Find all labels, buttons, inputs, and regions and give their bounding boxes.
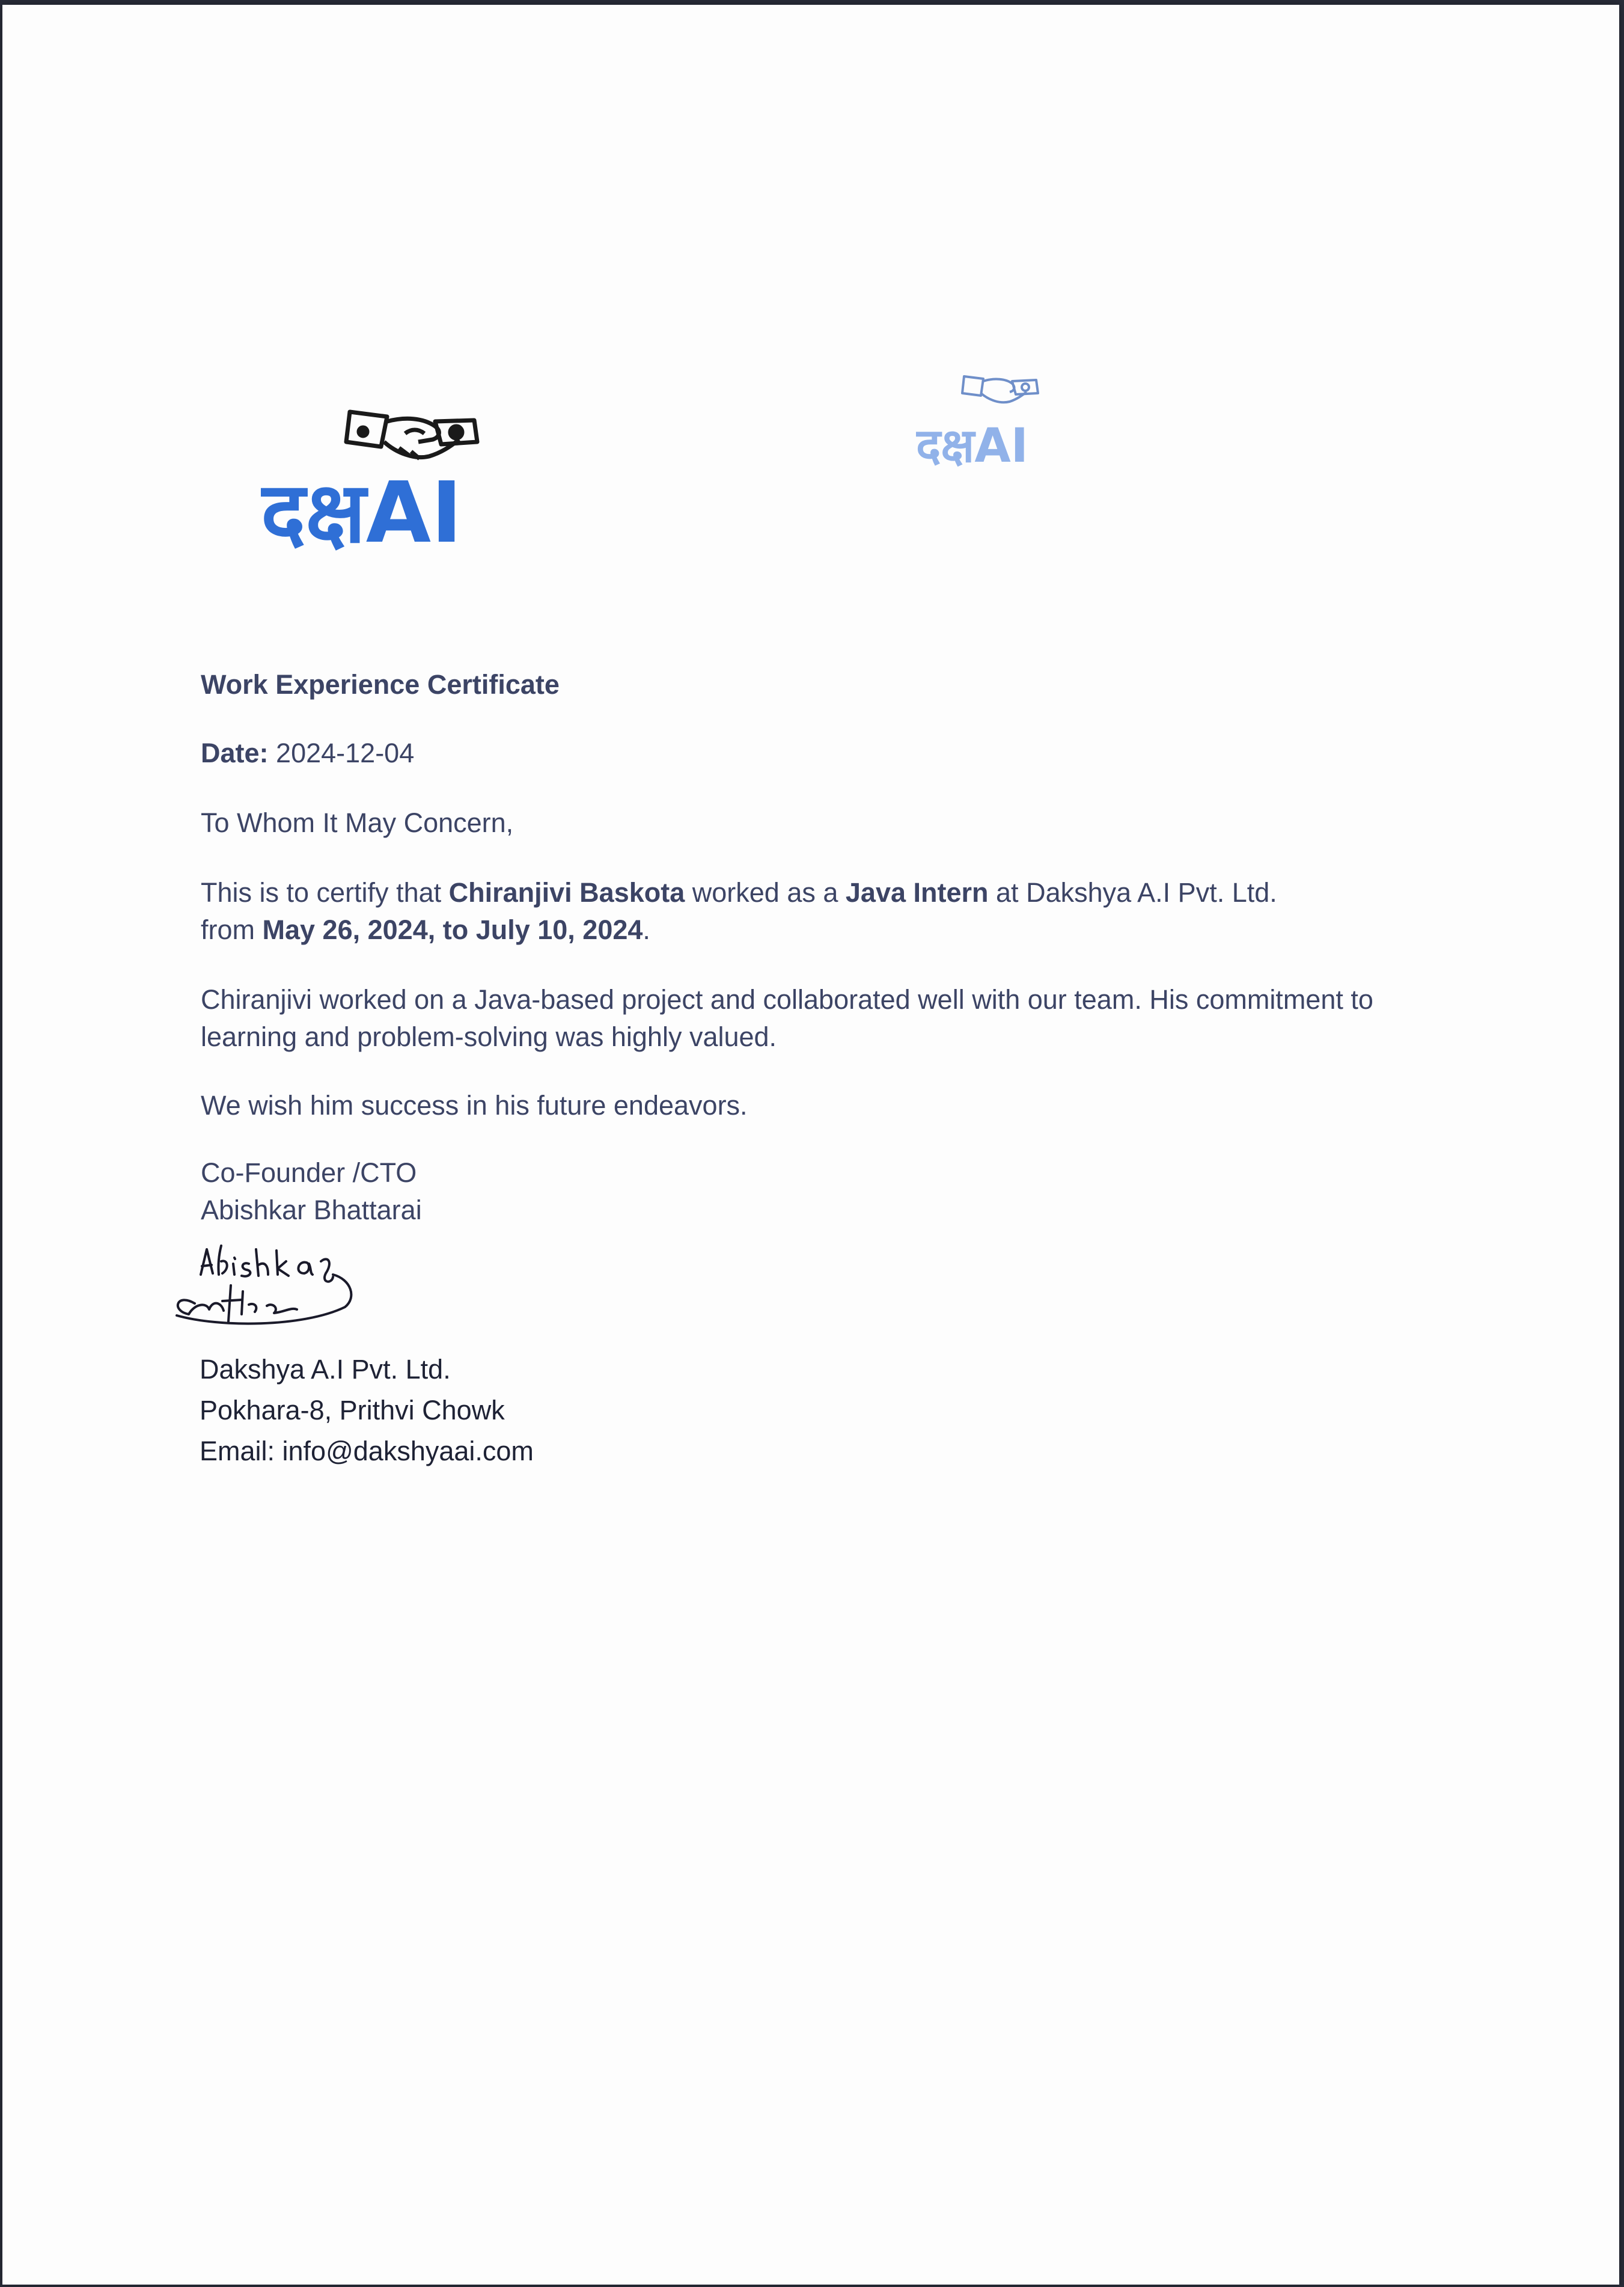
handshake-robot-icon: [962, 376, 1038, 402]
intern-name: Chiranjivi Baskota: [448, 877, 685, 908]
p1-text-end: .: [643, 914, 650, 945]
signer-role: Co-Founder /CTO: [201, 1157, 417, 1188]
p1-text-c: at Dakshya A.I Pvt. Ltd.: [988, 877, 1277, 908]
date-label: Date:: [201, 738, 269, 768]
certificate-title: Work Experience Certificate: [201, 669, 560, 700]
company-logo: [261, 405, 621, 555]
company-address: Pokhara-8, Prithvi Chowk: [200, 1395, 505, 1425]
certificate-page: [2, 5, 1619, 2285]
stamp-text: दक्षAI: [916, 419, 1028, 473]
company-name: Dakshya A.I Pvt. Ltd.: [200, 1354, 451, 1385]
intern-dates: May 26, 2024, to July 10, 2024: [262, 914, 643, 945]
company-stamp: [916, 372, 1096, 477]
company-email[interactable]: Email: info@dakshyaai.com: [200, 1436, 534, 1466]
date-value: 2024-12-04: [276, 738, 415, 768]
p1-text-a: This is to certify that: [201, 877, 449, 908]
date-line: [201, 735, 414, 772]
closing-wish: We wish him success in his future endeavors.: [201, 1090, 748, 1121]
logo-text: दक्षAI: [261, 464, 463, 555]
performance-paragraph: Chiranjivi worked on a Java-based project and collaborated well with our team. His commitment to learning and problem-solving was highly valued.: [201, 984, 1373, 1052]
signer-name: Abishkar Bhattarai: [201, 1195, 422, 1225]
certification-paragraph: [201, 874, 1463, 949]
company-details: [200, 1349, 534, 1472]
salutation: To Whom It May Concern,: [201, 807, 514, 838]
signature: [171, 1237, 357, 1336]
intern-role: Java Intern: [845, 877, 989, 908]
p1-text-from: from: [201, 914, 263, 945]
p1-text-b: worked as a: [685, 877, 846, 908]
handshake-robot-icon: [346, 412, 477, 459]
